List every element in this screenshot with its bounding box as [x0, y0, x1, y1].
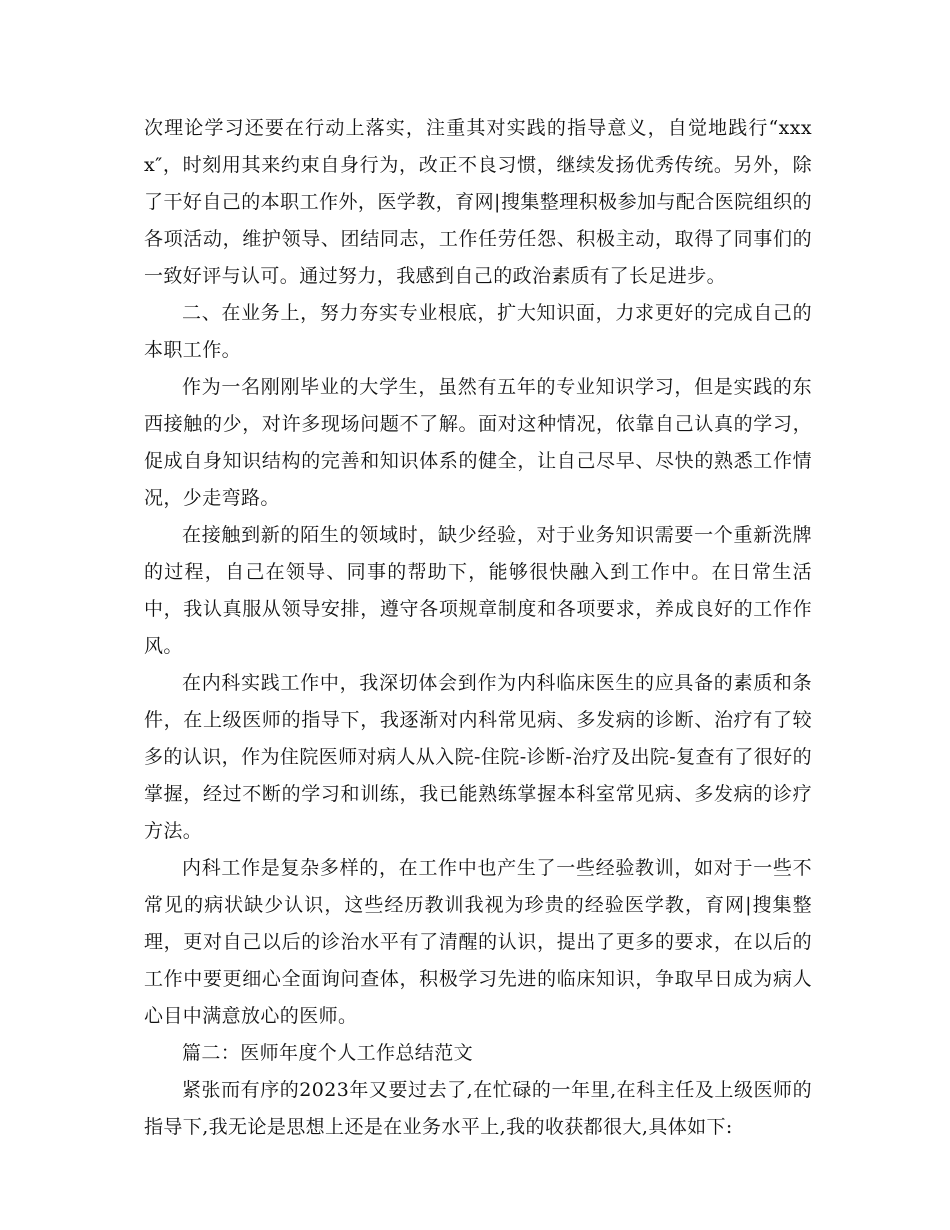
section-heading: 篇二：医师年度个人工作总结范文 — [182, 1042, 474, 1064]
paragraph-6: 内科工作是复杂多样的，在工作中也产生了一些经验教训，如对于一些不常见的病状缺少认识，这些经历教训我视为珍贵的经验医学教，育网|搜集整理，更对自己以后的诊治水平有了清醒的认识，提出了更多的要求，在以后的工作中要更细心全面询问查体，积极学习先进的临床知识，争取早日成为病人心目中满意放心的医师。 — [144, 857, 812, 1027]
document-body — [144, 110, 812, 1146]
paragraph-8: 紧张而有序的2023年又要过去了,在忙碌的一年里,在科主任及上级医师的指导下,我无论是思想上还是在业务水平上,我的收获都很大,具体如下: — [144, 1079, 812, 1138]
paragraph-2: 二、在业务上，努力夯实专业根底，扩大知识面，力求更好的完成自己的本职工作。 — [144, 302, 812, 361]
paragraph-5: 在内科实践工作中，我深切体会到作为内科临床医生的应具备的素质和条件，在上级医师的指导下，我逐渐对内科常见病、多发病的诊断、治疗有了较多的认识，作为住院医师对病人从入院-住院-诊断-治疗及出院-复查有了很好的掌握，经过不断的学习和训练，我已能熟练掌握本科室常见病、多发病的诊疗方法。 — [144, 672, 812, 842]
paragraph-4: 在接触到新的陌生的领域时，缺少经验，对于业务知识需要一个重新洗牌的过程，自己在领导、同事的帮助下，能够很快融入到工作中。在日常生活中，我认真服从领导安排，遵守各项规章制度和各项要求，养成良好的工作作风。 — [144, 524, 812, 657]
paragraph-1: 次理论学习还要在行动上落实，注重其对实践的指导意义，自觉地践行“xxxx″，时刻用其来约束自身行为，改正不良习惯，继续发扬优秀传统。另外，除了干好自己的本职工作外，医学教，育网|搜集整理积极参加与配合医院组织的各项活动，维护领导、团结同志，工作任劳任怨、积极主动，取得了同事们的一致好评与认可。通过努力，我感到自己的政治素质有了长足进步。 — [144, 117, 812, 287]
paragraph-3: 作为一名刚刚毕业的大学生，虽然有五年的专业知识学习，但是实践的东西接触的少，对许多现场问题不了解。面对这种情况，依靠自己认真的学习，促成自身知识结构的完善和知识体系的健全，让自己尽早、尽快的熟悉工作情况，少走弯路。 — [144, 376, 812, 509]
